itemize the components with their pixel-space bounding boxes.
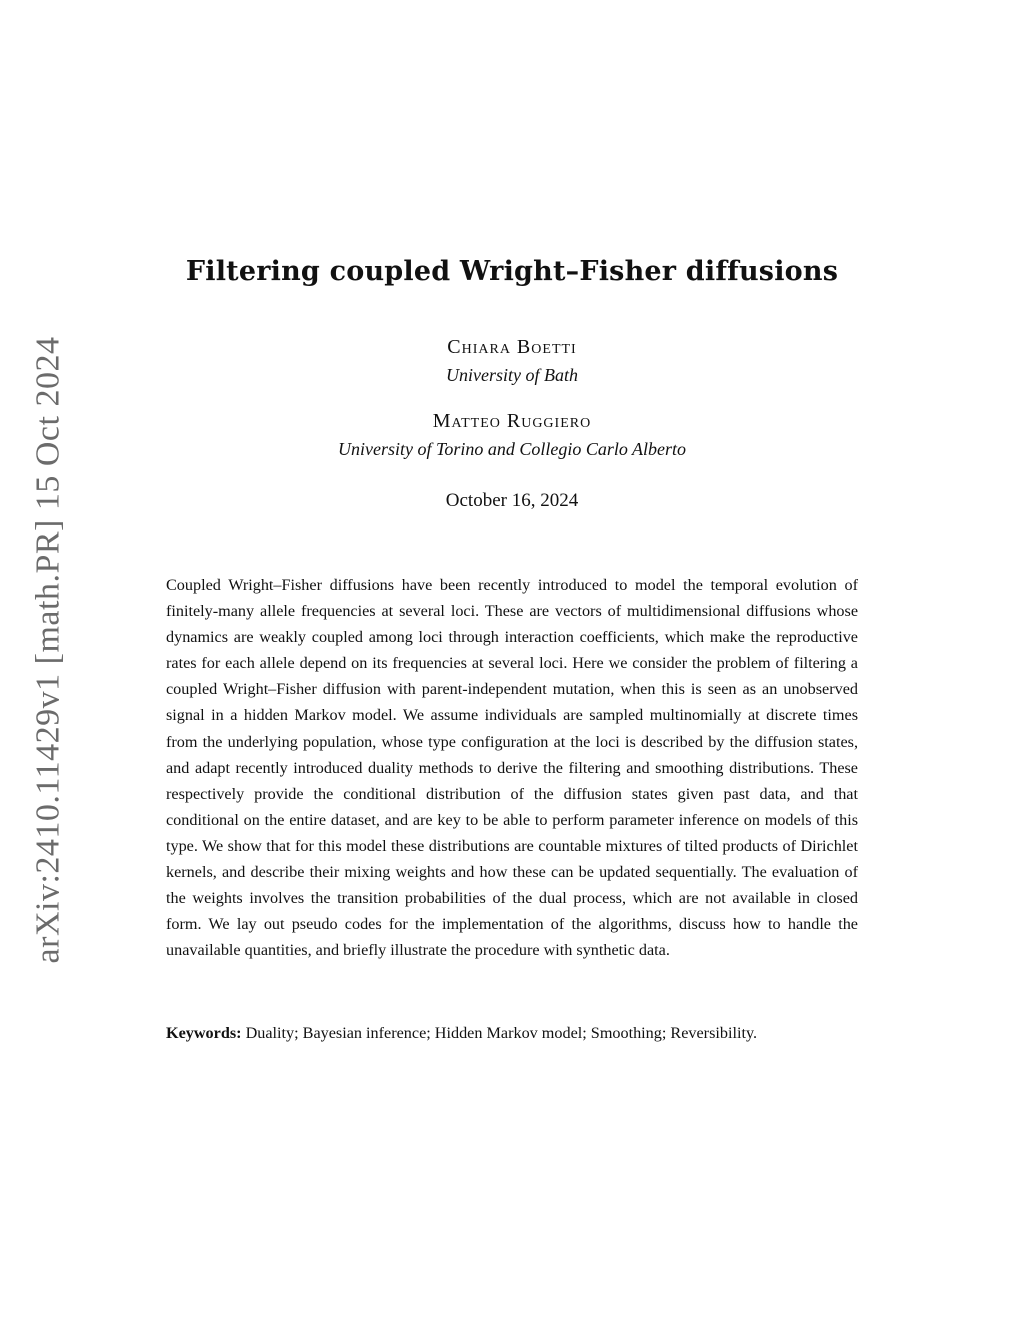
abstract-text: Coupled Wright–Fisher diffusions have been recently introduced to model the temporal evolution of finitely-many allele frequencies at several loci. These are vectors of multidimensional diffusions whose dynamics are weakly coupled among loci through interaction coefficients, which make the reproductive rates for each allele depend on its frequencies at several loci. Here we consider the problem of filtering a coupled Wright–Fisher diffusion with parent-independent mutation, when this is seen as an unobserved signal in a hidden Markov model. We assume individuals are sampled multinomially at discrete times from the underlying population, whose type configuration at the loci is described by the diffusion states, and adapt recently introduced duality methods to derive the filtering and smoothing distributions. These respectively provide the conditional distribution of the diffusion states given past data, and that conditional on the entire dataset, and are key to be able to perform parameter inference on models of this type. We show that for this model these distributions are countable mixtures of tilted products of Dirichlet kernels, and describe their mixing weights and how these can be updated sequentially. The evaluation of the weights involves the transition probabilities of the dual process, which are not available in closed form. We lay out pseudo codes for the implementation of the algorithms, discuss how to handle the unavailable quantities, and briefly illustrate the procedure with synthetic data. (166, 576, 858, 960)
arxiv-identifier-text: arXiv:2410.11429v1 [math.PR] 15 Oct 2024 (29, 336, 66, 964)
author-block-1 (0, 333, 1024, 389)
author-affiliation: University of Torino and Collegio Carlo Alberto (337, 439, 687, 459)
paper-title: Filtering coupled Wright–Fisher diffusions (185, 256, 839, 287)
keywords-text: Duality; Bayesian inference; Hidden Markov model; Smoothing; Reversibility. (245, 1024, 758, 1042)
keywords-line (166, 1020, 858, 1046)
author-block-2 (0, 407, 1024, 463)
keywords-label: Keywords: (166, 1024, 242, 1042)
author-name: Matteo Ruggiero (432, 410, 592, 432)
author-name: Chiara Boetti (447, 336, 577, 358)
author-affiliation: University of Bath (446, 365, 578, 385)
publication-date: October 16, 2024 (445, 490, 579, 511)
